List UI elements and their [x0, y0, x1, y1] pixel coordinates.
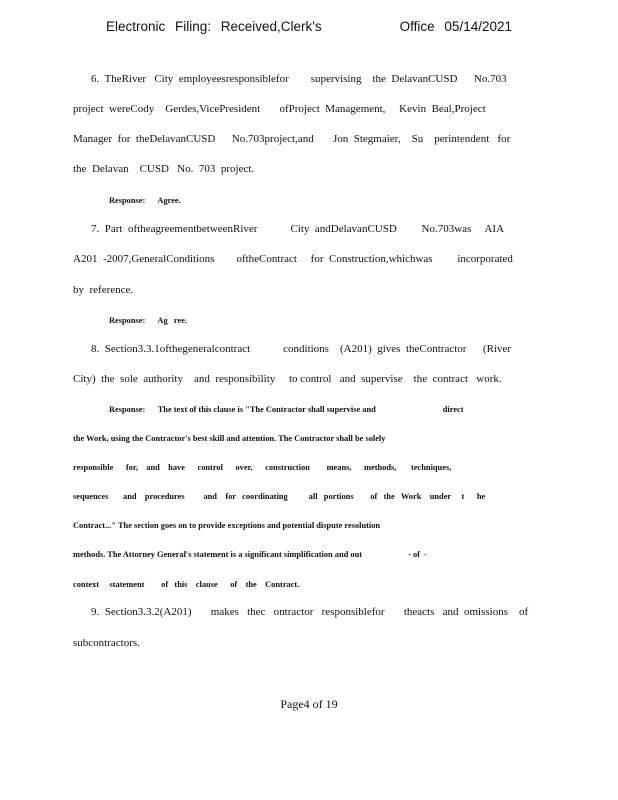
- item-8-response-line-2: the Work, using the Contractor's best skill and attention. The Contractor shall be solely: [73, 434, 386, 443]
- item-6-line-2: project wereCody Gerdes,VicePresident ofProject Management, Kevin Beal,Project: [73, 103, 486, 115]
- item-9-line-2: subcontractors.: [73, 637, 140, 649]
- item-7-response: Response: Ag ree.: [109, 316, 188, 325]
- item-6-line-1: 6. TheRiver City employeesresponsiblefor supervising the DelavanCUSD No.703: [91, 73, 507, 85]
- item-7-line-1: 7. Part oftheagreementbetweenRiver City andDelavanCUSD No.703was AIA: [91, 223, 505, 235]
- item-6-line-3: Manager for theDelavanCUSD No.703project,and Jon Stegmaier, Su perintendent for: [73, 133, 511, 145]
- filing-header: [0, 19, 618, 34]
- item-7-line-2: A201 -2007,GeneralConditions oftheContract for Construction,whichwas incorporated: [73, 253, 513, 265]
- filing-header-right: Office 05/14/2021: [399, 19, 512, 34]
- item-8-response-line-4: sequences and procedures and for coordinating all portions of the Work under t he: [73, 492, 486, 501]
- item-8-response-line-7: context statement of this clause of the Contract.: [73, 580, 300, 589]
- item-8-response-line-6: methods. The Attorney General's statement is a significant simplification and out - of -: [73, 550, 427, 559]
- page-number: Page4 of 19: [280, 697, 338, 711]
- item-8-line-1: 8. Section3.3.1ofthegeneralcontract conditions (A201) gives theContractor (River: [91, 343, 512, 355]
- filing-header-left: Electronic Filing: Received,Clerk's: [105, 19, 322, 34]
- item-8-response-line-5: Contract..." The section goes on to provide exceptions and potential dispute resolution: [73, 521, 381, 530]
- item-9-line-1: 9. Section3.3.2(A201) makes thec ontractor responsiblefor theacts and omissions of: [91, 606, 529, 618]
- item-8-line-2: City) the sole authority and responsibility to control and supervise the contract work.: [73, 373, 502, 385]
- item-6-response: Response: Agree.: [109, 196, 181, 205]
- item-8-response-line-3: responsible for, and have control over, construction means, methods, techniques,: [73, 463, 452, 472]
- item-8-response-line-1: Response: The text of this clause is "The Contractor shall supervise and direct: [109, 405, 464, 414]
- item-6-line-4: the Delavan CUSD No. 703 project.: [73, 163, 255, 175]
- item-7-line-3: by reference.: [73, 284, 134, 296]
